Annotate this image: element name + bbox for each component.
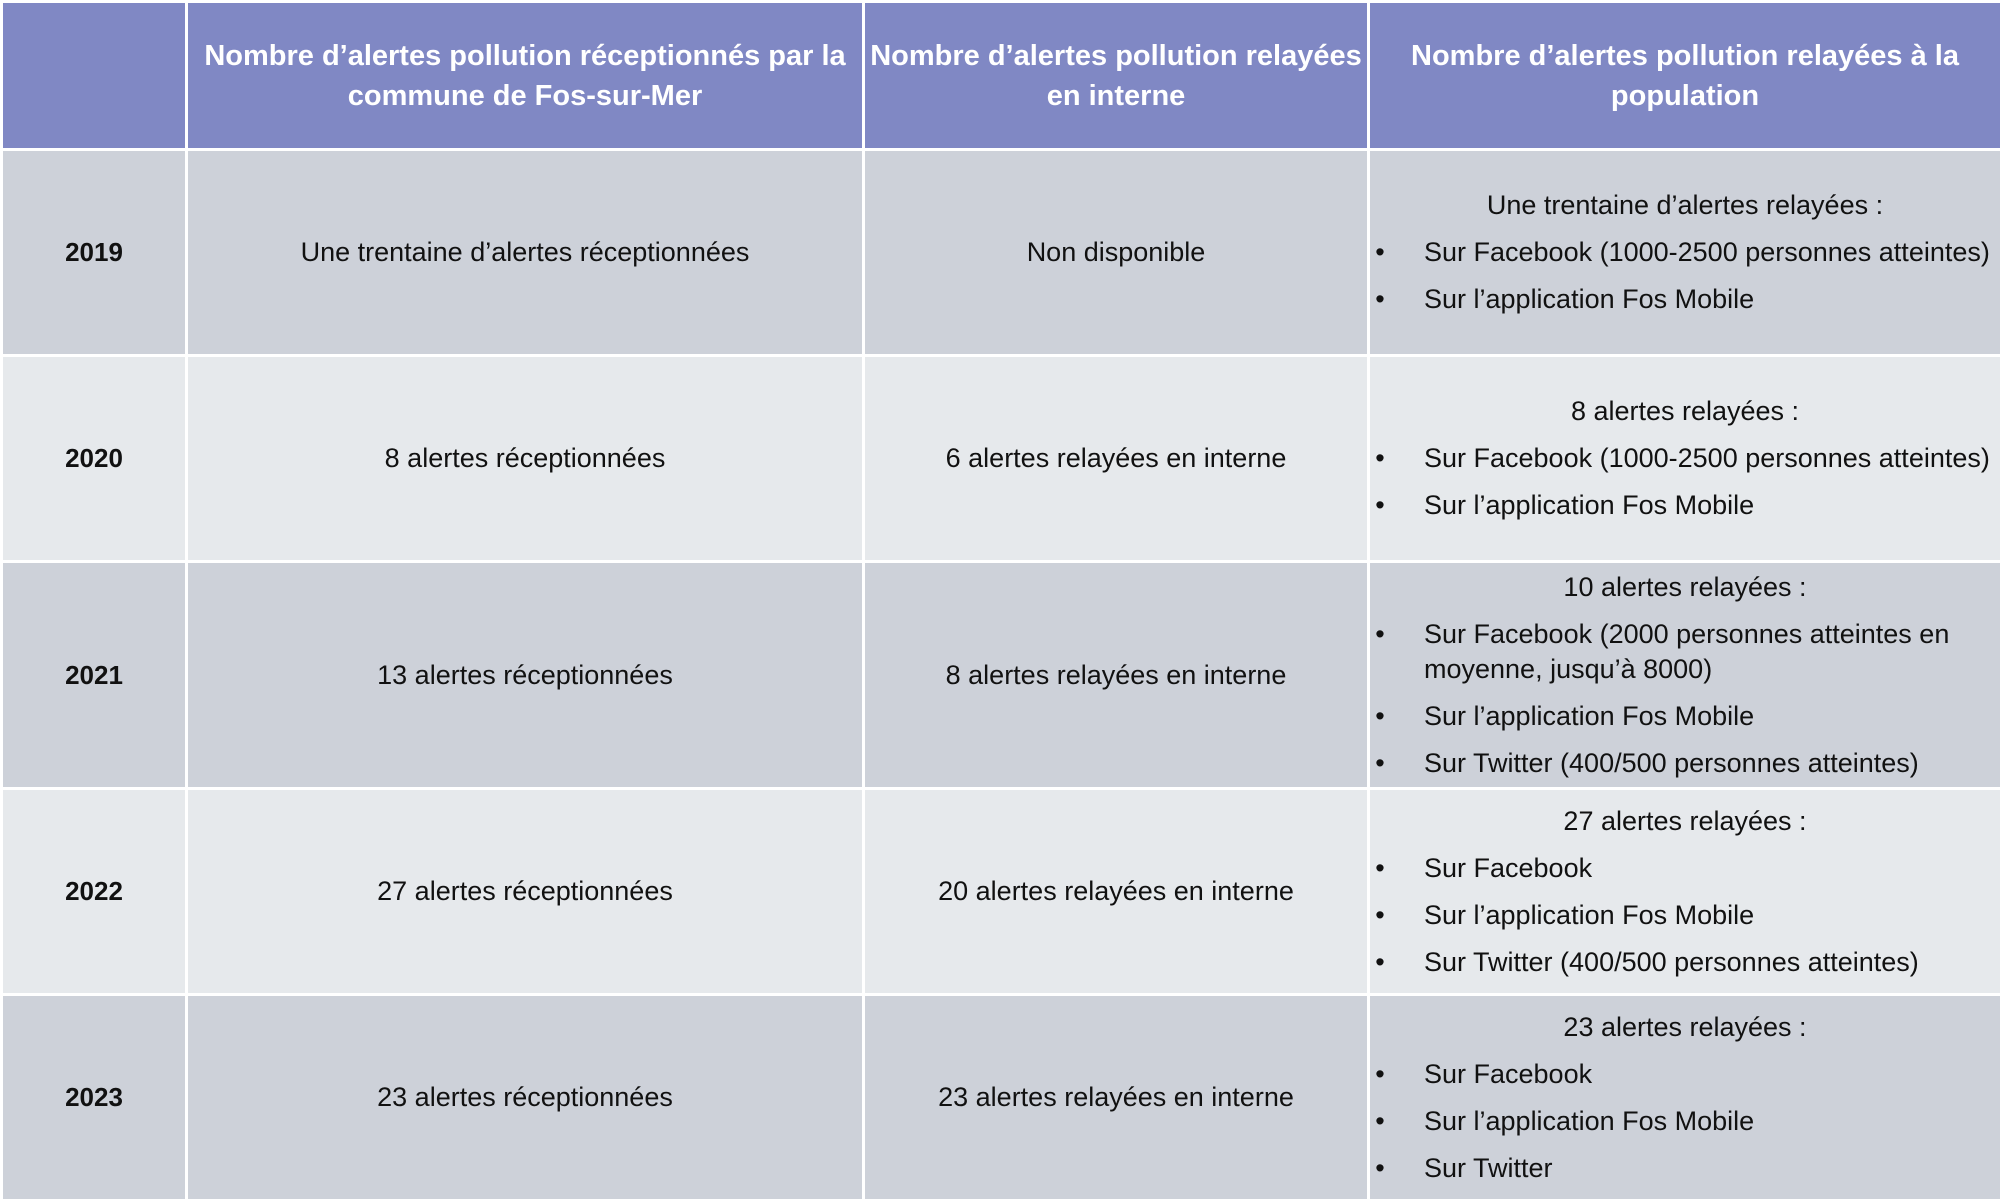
list-item [1370,235,2000,270]
bullet-icon: • [1375,899,1385,930]
list-item [1370,898,2000,933]
bullet-icon: • [1375,237,1385,267]
bullet-icon: • [1375,747,1385,778]
internal-cell: 8 alertes relayées en interne [864,562,1369,789]
population-list [1370,235,2000,317]
table-row [2,789,2000,995]
population-list [1370,1057,2000,1186]
list-item-text: Sur Facebook (1000-2500 personnes atteintes) [1424,237,1990,267]
received-cell: 13 alertes réceptionnées [187,562,864,789]
list-item [1370,1151,2000,1186]
list-item [1370,617,2000,687]
received-cell: 8 alertes réceptionnées [187,356,864,562]
bullet-icon: • [1375,284,1385,314]
list-item [1370,851,2000,886]
received-cell: 27 alertes réceptionnées [187,789,864,995]
population-title: Une trentaine d’alertes relayées : [1486,190,1884,220]
list-item [1370,945,2000,980]
population-cell [1369,995,2000,1201]
received-cell: Une trentaine d’alertes réceptionnées [187,150,864,356]
list-item [1370,746,2000,781]
bullet-icon: • [1375,946,1385,977]
bullet-icon: • [1375,1152,1385,1183]
list-item-text: Sur Facebook [1424,852,1593,883]
internal-cell: 20 alertes relayées en interne [864,789,1369,995]
list-item [1370,282,2000,317]
year-cell: 2021 [2,562,187,789]
year-cell: 2022 [2,789,187,995]
list-item-text: Sur Twitter (400/500 personnes atteintes) [1424,946,1919,977]
list-item-text: Sur Twitter (400/500 personnes atteintes) [1424,747,1919,778]
bullet-icon: • [1375,490,1385,520]
population-title: 27 alertes relayées : [1563,805,1807,836]
year-cell: 2023 [2,995,187,1201]
list-item-text: Sur l’application Fos Mobile [1424,899,1755,930]
table-row [2,150,2000,356]
list-item-text: Sur l’application Fos Mobile [1424,284,1755,314]
bullet-icon: • [1375,443,1385,473]
population-list [1370,441,2000,523]
list-item [1370,488,2000,523]
internal-cell: Non disponible [864,150,1369,356]
population-list [1370,851,2000,980]
population-title: 23 alertes relayées : [1563,1011,1807,1042]
population-cell [1369,562,2000,789]
header-year [2,2,187,150]
population-cell [1369,150,2000,356]
received-cell: 23 alertes réceptionnées [187,995,864,1201]
bullet-icon: • [1375,852,1385,883]
bullet-icon: • [1375,700,1385,731]
list-item [1370,1057,2000,1092]
year-cell: 2020 [2,356,187,562]
internal-cell: 6 alertes relayées en interne [864,356,1369,562]
table-row [2,995,2000,1201]
year-cell: 2019 [2,150,187,356]
list-item [1370,1104,2000,1139]
table-row [2,356,2000,562]
list-item-text: Sur Facebook (1000-2500 personnes atteintes) [1424,443,1990,473]
header-population: Nombre d’alertes pollution relayées à la population [1369,2,2000,150]
bullet-icon: • [1375,1105,1385,1136]
bullet-icon: • [1375,1058,1385,1089]
list-item [1370,699,2000,734]
table-row [2,562,2000,789]
population-title: 10 alertes relayées : [1563,571,1807,602]
list-item-text: Sur Facebook (2000 personnes atteintes en moyenne, jusqu’à 8000) [1424,618,1950,684]
list-item-text: Sur Twitter [1424,1152,1553,1183]
population-title: 8 alertes relayées : [1570,396,1800,426]
population-cell [1369,789,2000,995]
list-item-text: Sur l’application Fos Mobile [1424,490,1755,520]
table-header-row [2,2,2000,150]
bullet-icon: • [1375,618,1385,649]
list-item [1370,441,2000,476]
internal-cell: 23 alertes relayées en interne [864,995,1369,1201]
header-received: Nombre d’alertes pollution réceptionnés par la commune de Fos-sur-Mer [187,2,864,150]
population-list [1370,617,2000,781]
header-internal: Nombre d’alertes pollution relayées en interne [864,2,1369,150]
list-item-text: Sur Facebook [1424,1058,1593,1089]
list-item-text: Sur l’application Fos Mobile [1424,700,1755,731]
population-cell [1369,356,2000,562]
list-item-text: Sur l’application Fos Mobile [1424,1105,1755,1136]
